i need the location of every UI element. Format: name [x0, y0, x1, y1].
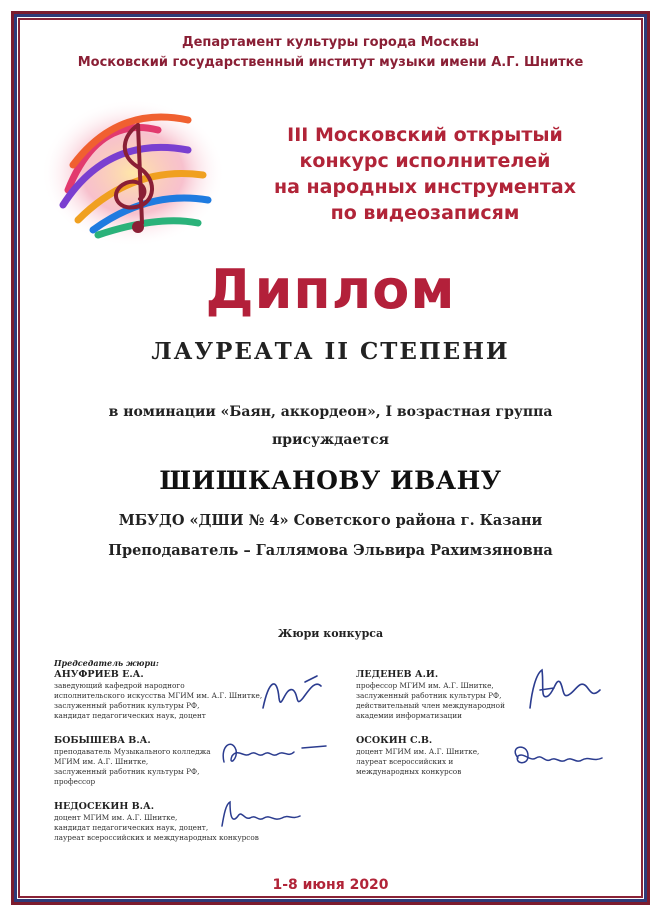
- laureate-degree: ЛАУРЕАТА II СТЕПЕНИ: [151, 338, 510, 365]
- jury-chair-label: Председатель жюри:: [54, 658, 159, 668]
- department-name: Департамент культуры города Москвы: [181, 35, 480, 50]
- competition-title: [235, 122, 615, 226]
- jury-member-name: ОСОКИН С.В.: [356, 735, 433, 746]
- awarded-text: присуждается: [272, 432, 389, 448]
- jury-member-title: доцент МГИМ им. А.Г. Шнитке,: [54, 813, 178, 822]
- jury-member: [54, 669, 274, 721]
- jury-member-title: лауреат всероссийских и: [356, 757, 454, 766]
- competition-line-2: конкурс исполнителей: [299, 150, 551, 172]
- recipient-name: ШИШКАНОВУ ИВАНУ: [159, 466, 502, 495]
- jury-member-title: академии информатизации: [356, 711, 462, 720]
- event-date: 1-8 июня 2020: [272, 877, 389, 893]
- jury-member-title: действительный член международной: [356, 701, 505, 710]
- competition-line-3: на народных инструментах: [273, 176, 577, 198]
- jury-member-title: кандидат педагогических наук, доцент,: [54, 823, 209, 832]
- diploma-title: Диплом: [205, 258, 456, 321]
- signature-anufriev: [255, 668, 335, 720]
- competition-line-1: III Московский открытый: [287, 124, 563, 146]
- jury-member-name: АНУФРИЕВ Е.А.: [54, 669, 144, 680]
- jury-member-title: кандидат педагогических наук, доцент: [54, 711, 206, 720]
- school-name: МБУДО «ДШИ № 4» Советского района г. Казани: [118, 512, 543, 529]
- jury-member-name: БОБЫШЕВА В.А.: [54, 735, 151, 746]
- jury-member-title: преподаватель Музыкального колледжа: [54, 747, 211, 756]
- signature-ledenev: [520, 660, 615, 720]
- header: [60, 33, 601, 73]
- jury-member-name: НЕДОСЕКИН В.А.: [54, 801, 155, 812]
- signature-osokin: [504, 736, 614, 776]
- institute-name: Московский государственный институт музыки имени А.Г. Шнитке: [77, 55, 584, 70]
- signature-nedosekin: [212, 794, 307, 836]
- jury-member-title: заслуженный работник культуры РФ,: [54, 767, 200, 776]
- jury-member-title: доцент МГИМ им. А.Г. Шнитке,: [356, 747, 480, 756]
- jury-member-title: исполнительского искусства МГИМ им. А.Г. Шнитке,: [54, 691, 263, 700]
- jury-member-title: профессор: [54, 777, 96, 786]
- jury-member-name: ЛЕДЕНЕВ А.И.: [356, 669, 439, 680]
- jury-member-title: международных конкурсов: [356, 767, 462, 776]
- jury-member-title: заведующий кафедрой народного: [54, 681, 185, 690]
- jury-title: Жюри конкурса: [277, 627, 384, 640]
- jury-member-title: МГИМ им. А.Г. Шнитке,: [54, 757, 149, 766]
- treble-clef-colorful-swirl-icon: [38, 95, 228, 250]
- jury-member-title: профессор МГИМ им. А.Г. Шнитке,: [356, 681, 494, 690]
- jury-member-title: заслуженный работник культуры РФ,: [54, 701, 200, 710]
- jury-member-title: лауреат всероссийских и международных конкурсов: [54, 833, 259, 842]
- competition-line-4: по видеозаписям: [330, 202, 520, 224]
- nomination: в номинации «Баян, аккордеон», I возрастная группа: [108, 404, 553, 420]
- jury-member-title: заслуженный работник культуры РФ,: [356, 691, 502, 700]
- teacher-name: Преподаватель – Галлямова Эльвира Рахимзяновна: [108, 542, 553, 559]
- signature-bobysheva: [214, 728, 334, 778]
